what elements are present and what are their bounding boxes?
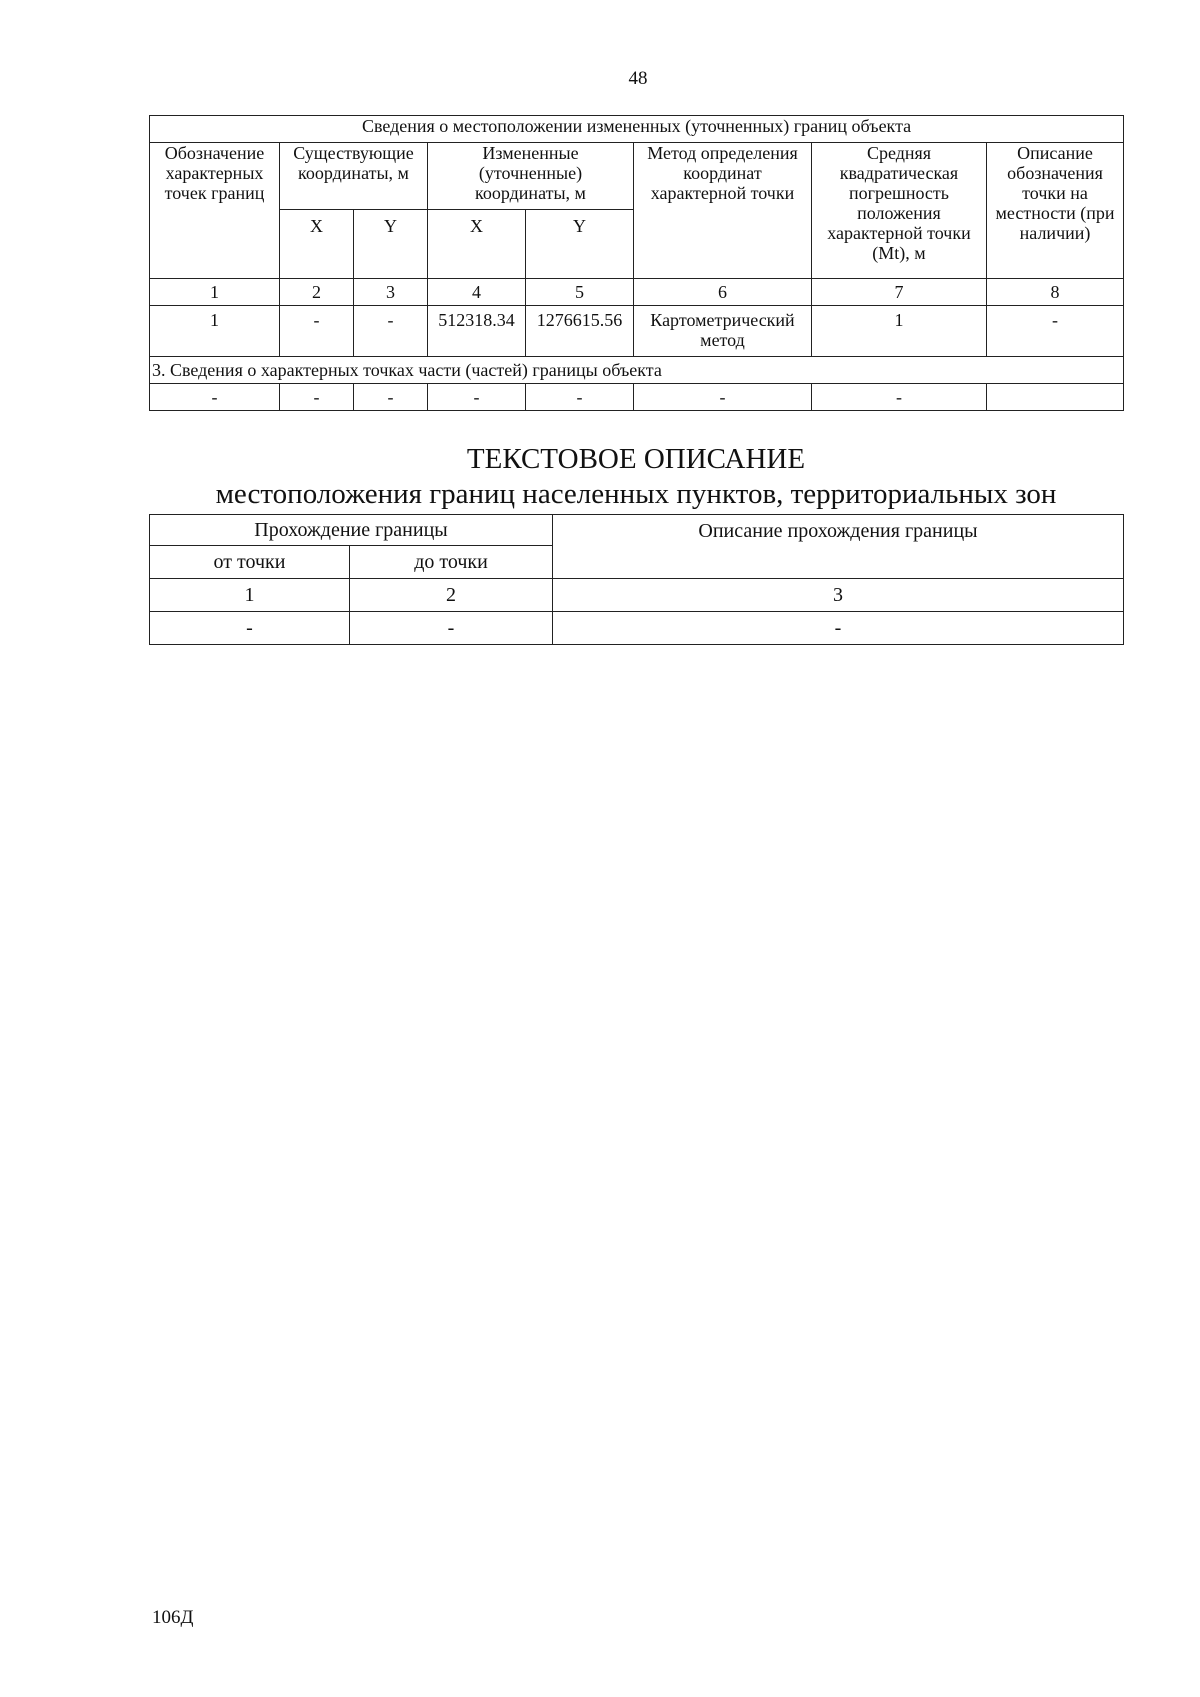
column-number: 1 bbox=[150, 279, 280, 306]
header-passage-description: Описание прохождения границы bbox=[553, 515, 1124, 579]
cell-point: - bbox=[150, 384, 280, 411]
cell-description bbox=[987, 384, 1124, 411]
cell-point: 1 bbox=[150, 306, 280, 357]
header-passage: Прохождение границы bbox=[150, 515, 553, 546]
section-3-heading: 3. Сведения о характерных точках части (частей) границы объекта bbox=[150, 357, 1124, 384]
cell-passage-description: - bbox=[553, 612, 1124, 645]
cell-x-existing: - bbox=[280, 384, 354, 411]
column-number: 8 bbox=[987, 279, 1124, 306]
cell-method: - bbox=[634, 384, 812, 411]
header-x-existing: X bbox=[280, 210, 354, 279]
column-number: 1 bbox=[150, 579, 350, 612]
header-y-existing: Y bbox=[354, 210, 428, 279]
page-code: 106Д bbox=[152, 1607, 194, 1628]
boundary-coordinates-table bbox=[149, 115, 1124, 411]
cell-error: - bbox=[812, 384, 987, 411]
header-point-designation: Обозначение характерных точек границ bbox=[150, 143, 280, 279]
header-changed-coords: Измененные (уточненные) координаты, м bbox=[428, 143, 634, 210]
table-row bbox=[150, 306, 1124, 357]
header-description: Описание обозначения точки на местности (при наличии) bbox=[987, 143, 1124, 279]
column-number: 4 bbox=[428, 279, 526, 306]
cell-from: - bbox=[150, 612, 350, 645]
cell-y-existing: - bbox=[354, 306, 428, 357]
table-row bbox=[150, 612, 1124, 645]
cell-error: 1 bbox=[812, 306, 987, 357]
cell-x-changed: 512318.34 bbox=[428, 306, 526, 357]
table-caption: Сведения о местоположении измененных (уточненных) границ объекта bbox=[150, 116, 1124, 143]
document-title: ТЕКСТОВОЕ ОПИСАНИЕ bbox=[466, 443, 806, 475]
column-number: 3 bbox=[354, 279, 428, 306]
table-row bbox=[150, 384, 1124, 411]
header-error: Средняя квадратическая погрешность положения характерной точки (Mt), м bbox=[812, 143, 987, 279]
cell-x-existing: - bbox=[280, 306, 354, 357]
column-number: 7 bbox=[812, 279, 987, 306]
header-existing-coords: Существующие координаты, м bbox=[280, 143, 428, 210]
column-number: 3 bbox=[553, 579, 1124, 612]
page-number: 48 bbox=[628, 68, 648, 89]
column-number: 2 bbox=[280, 279, 354, 306]
header-from-point: от точки bbox=[150, 546, 350, 579]
boundary-description-table bbox=[149, 514, 1124, 645]
cell-x-changed: - bbox=[428, 384, 526, 411]
column-number: 5 bbox=[526, 279, 634, 306]
cell-y-changed: - bbox=[526, 384, 634, 411]
header-y-changed: Y bbox=[526, 210, 634, 279]
column-numbers-row bbox=[150, 279, 1124, 306]
document-subtitle: местоположения границ населенных пунктов, территориальных зон bbox=[215, 478, 1057, 510]
column-numbers-row bbox=[150, 579, 1124, 612]
cell-to: - bbox=[350, 612, 553, 645]
cell-method: Картометрический метод bbox=[634, 306, 812, 357]
column-number: 2 bbox=[350, 579, 553, 612]
header-method: Метод определения координат характерной точки bbox=[634, 143, 812, 279]
header-to-point: до точки bbox=[350, 546, 553, 579]
cell-y-existing: - bbox=[354, 384, 428, 411]
cell-description: - bbox=[987, 306, 1124, 357]
cell-y-changed: 1276615.56 bbox=[526, 306, 634, 357]
column-number: 6 bbox=[634, 279, 812, 306]
header-x-changed: X bbox=[428, 210, 526, 279]
